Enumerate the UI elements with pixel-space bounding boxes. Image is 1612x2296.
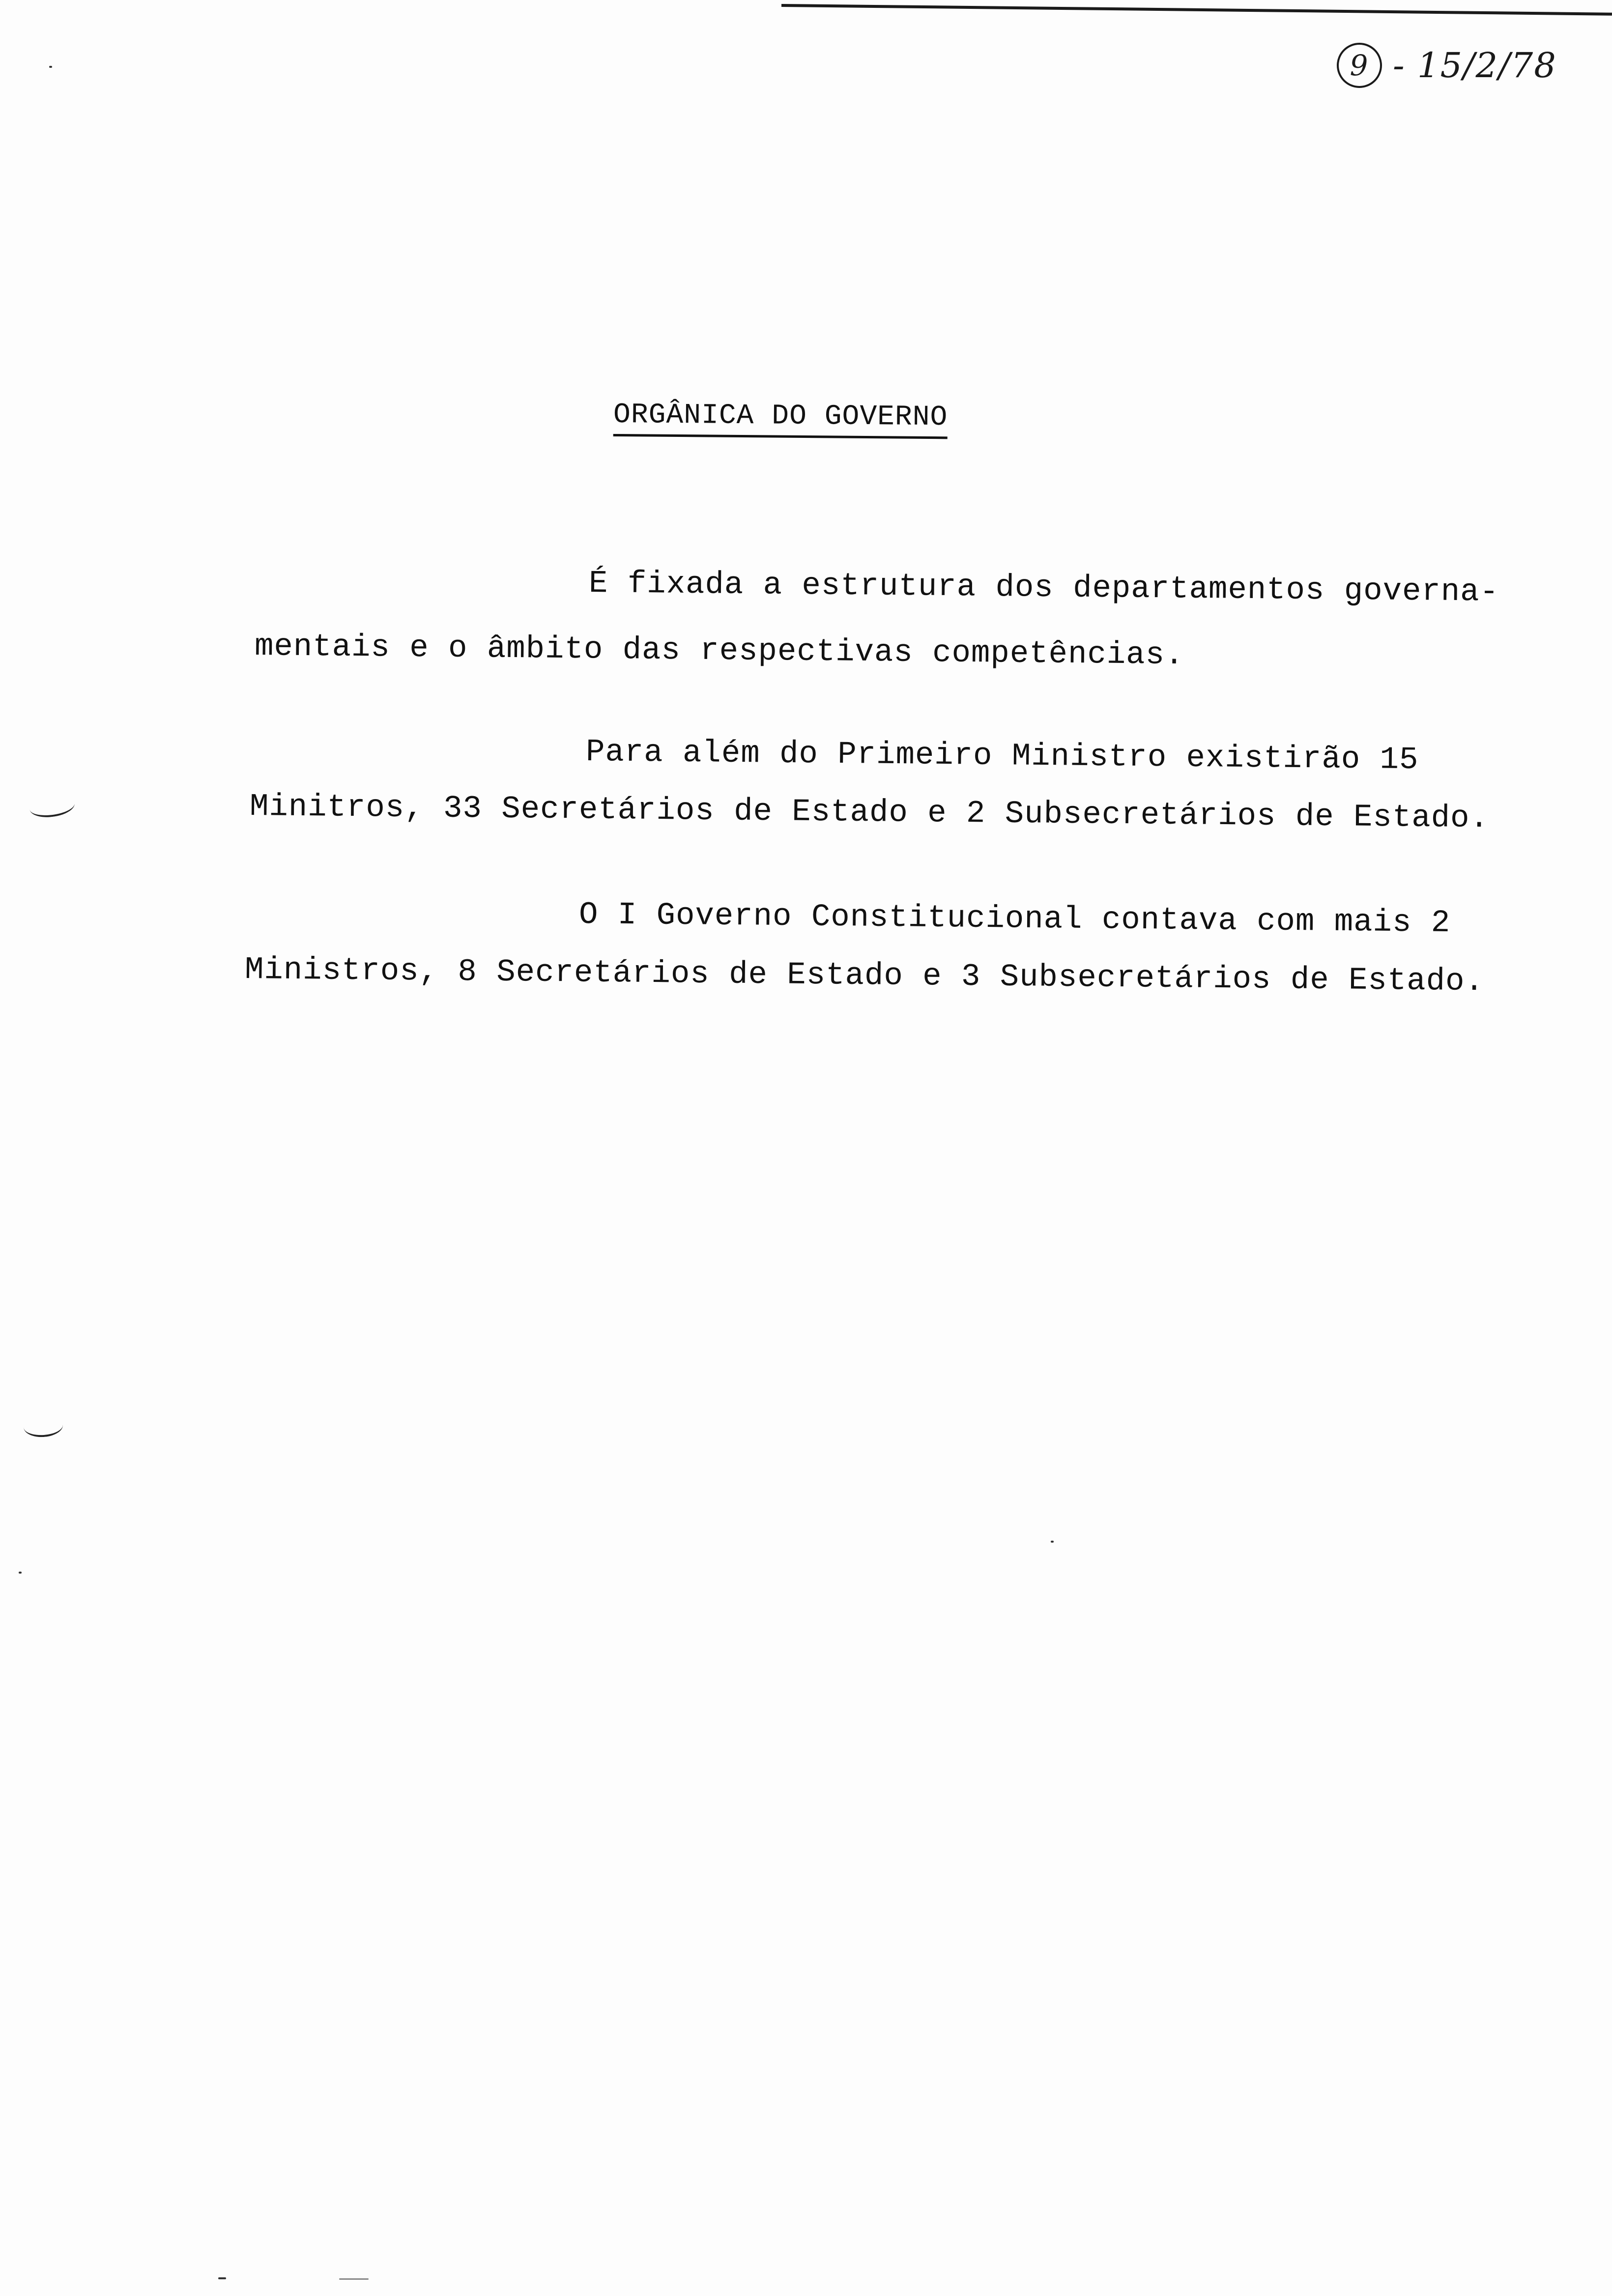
handwritten-annotation [1337,38,1568,92]
document-title: ORGÂNICA DO GOVERNO [613,399,948,439]
paragraph-3-line-1: O I Governo Constitucional contava com mais 2 [578,897,1451,942]
scan-speck [218,2277,226,2279]
paragraph-1-line-1: É fixada a estrutura dos departamentos governa- [588,566,1499,610]
scan-speck [19,1572,22,1574]
handwritten-date: - 15/2/78 [1393,45,1557,86]
scan-speck [1051,1541,1054,1543]
scan-speck [49,66,52,68]
punch-hole-mark [23,1414,64,1438]
circled-number: 9 [1337,43,1382,88]
scan-speck [339,2278,369,2280]
paragraph-2-line-1: Para além do Primeiro Ministro existirão 15 [585,735,1419,778]
page-top-edge-line [781,4,1612,16]
punch-hole-mark [29,793,76,820]
paragraph-3-line-2: Ministros, 8 Secretários de Estado e 3 Subsecretários de Estado. [244,952,1485,1000]
paragraph-2-line-2: Minitros, 33 Secretários de Estado e 2 Subsecretários de Estado. [249,789,1490,837]
paragraph-1-line-2: mentais e o âmbito das respectivas competências. [254,629,1184,674]
